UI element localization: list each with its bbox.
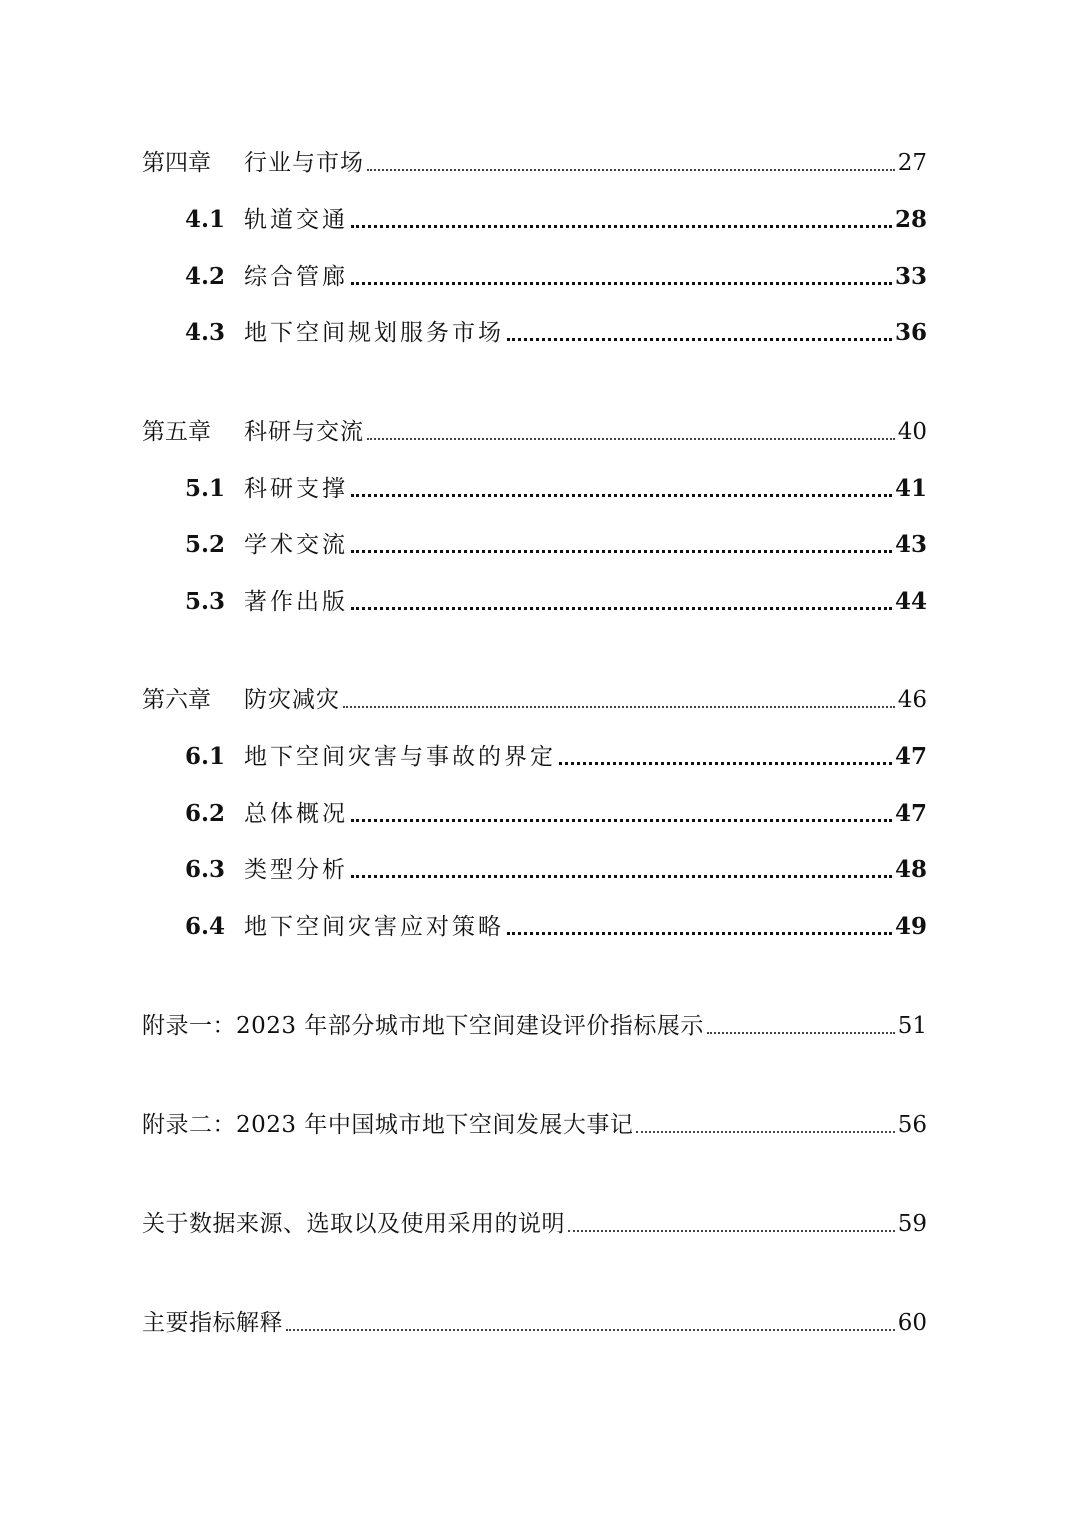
toc-entry-section-6-1[interactable] <box>185 732 927 772</box>
page-number: 43 <box>894 531 927 558</box>
dot-leader <box>351 874 892 878</box>
page-number: 33 <box>894 263 927 290</box>
dot-leader <box>559 761 892 765</box>
chapter-number: 第四章 <box>142 150 211 176</box>
toc-entry-section-4-2[interactable] <box>185 252 927 292</box>
toc-entry-chapter-5[interactable] <box>142 407 927 447</box>
dot-leader <box>507 337 892 341</box>
page-number: 47 <box>894 743 927 770</box>
dot-leader <box>507 931 892 935</box>
toc-entry-section-5-3[interactable] <box>185 577 927 617</box>
dot-leader <box>286 1328 895 1331</box>
dot-leader <box>351 493 892 497</box>
dot-leader <box>351 818 892 822</box>
page-number: 27 <box>897 150 927 176</box>
dot-leader <box>351 281 892 285</box>
section-title: 科研支撑 <box>244 476 348 502</box>
section-number: 6.2 <box>185 800 226 827</box>
section-number: 4.1 <box>185 206 226 233</box>
dot-leader <box>351 549 892 553</box>
toc-entry-section-5-1[interactable] <box>185 464 927 504</box>
section-number: 6.3 <box>185 856 226 883</box>
dot-leader <box>343 705 895 708</box>
toc-entry-section-6-2[interactable] <box>185 789 927 829</box>
section-title: 综合管廊 <box>244 264 348 290</box>
dot-leader <box>351 606 892 610</box>
page-number: 44 <box>894 588 927 615</box>
toc-entry-section-4-3[interactable] <box>185 308 927 348</box>
section-number: 5.2 <box>185 531 226 558</box>
section-number: 4.2 <box>185 263 226 290</box>
page-number: 28 <box>894 206 927 233</box>
page-number: 49 <box>894 913 927 940</box>
entry-title: 附录二：2023 年中国城市地下空间发展大事记 <box>142 1112 634 1138</box>
toc-entry-glossary[interactable] <box>142 1298 927 1338</box>
toc-entry-chapter-4[interactable] <box>142 138 927 178</box>
dot-leader <box>707 1031 895 1034</box>
entry-title: 关于数据来源、选取以及使用采用的说明 <box>142 1211 565 1237</box>
toc-entry-section-5-2[interactable] <box>185 520 927 560</box>
section-title: 地下空间灾害应对策略 <box>244 914 504 940</box>
chapter-number: 第六章 <box>142 687 211 713</box>
section-number: 4.3 <box>185 319 226 346</box>
page-number: 51 <box>897 1013 927 1039</box>
page-number: 36 <box>894 319 927 346</box>
page-number: 60 <box>897 1310 927 1336</box>
toc-entry-section-6-4[interactable] <box>185 902 927 942</box>
section-title: 学术交流 <box>244 532 348 558</box>
section-title: 地下空间灾害与事故的界定 <box>244 744 556 770</box>
page-number: 48 <box>894 856 927 883</box>
chapter-number: 第五章 <box>142 419 211 445</box>
section-number: 5.3 <box>185 588 226 615</box>
section-title: 地下空间规划服务市场 <box>244 320 504 346</box>
section-number: 6.4 <box>185 913 226 940</box>
dot-leader <box>351 224 892 228</box>
toc-entry-appendix-1[interactable] <box>142 1001 927 1041</box>
page-number: 41 <box>894 475 927 502</box>
dot-leader <box>568 1229 895 1232</box>
section-title: 轨道交通 <box>244 207 348 233</box>
toc-entry-section-6-3[interactable] <box>185 845 927 885</box>
page-number: 56 <box>897 1112 927 1138</box>
section-title: 著作出版 <box>244 589 348 615</box>
page-number: 40 <box>897 419 927 445</box>
toc-entry-appendix-2[interactable] <box>142 1100 927 1140</box>
page-number: 47 <box>894 800 927 827</box>
section-number: 5.1 <box>185 475 226 502</box>
dot-leader <box>367 168 895 171</box>
toc-entry-section-4-1[interactable] <box>185 195 927 235</box>
section-title: 总体概况 <box>244 801 348 827</box>
dot-leader <box>367 437 895 440</box>
chapter-title: 科研与交流 <box>244 419 364 445</box>
page-number: 46 <box>897 687 927 713</box>
entry-title: 附录一：2023 年部分城市地下空间建设评价指标展示 <box>142 1013 704 1039</box>
toc-entry-data-note[interactable] <box>142 1199 927 1239</box>
entry-title: 主要指标解释 <box>142 1310 283 1336</box>
chapter-title: 行业与市场 <box>244 150 364 176</box>
dot-leader <box>636 1130 894 1133</box>
page-number: 59 <box>897 1211 927 1237</box>
section-title: 类型分析 <box>244 857 348 883</box>
section-number: 6.1 <box>185 743 226 770</box>
toc-entry-chapter-6[interactable] <box>142 675 927 715</box>
chapter-title: 防灾减灾 <box>244 687 340 713</box>
